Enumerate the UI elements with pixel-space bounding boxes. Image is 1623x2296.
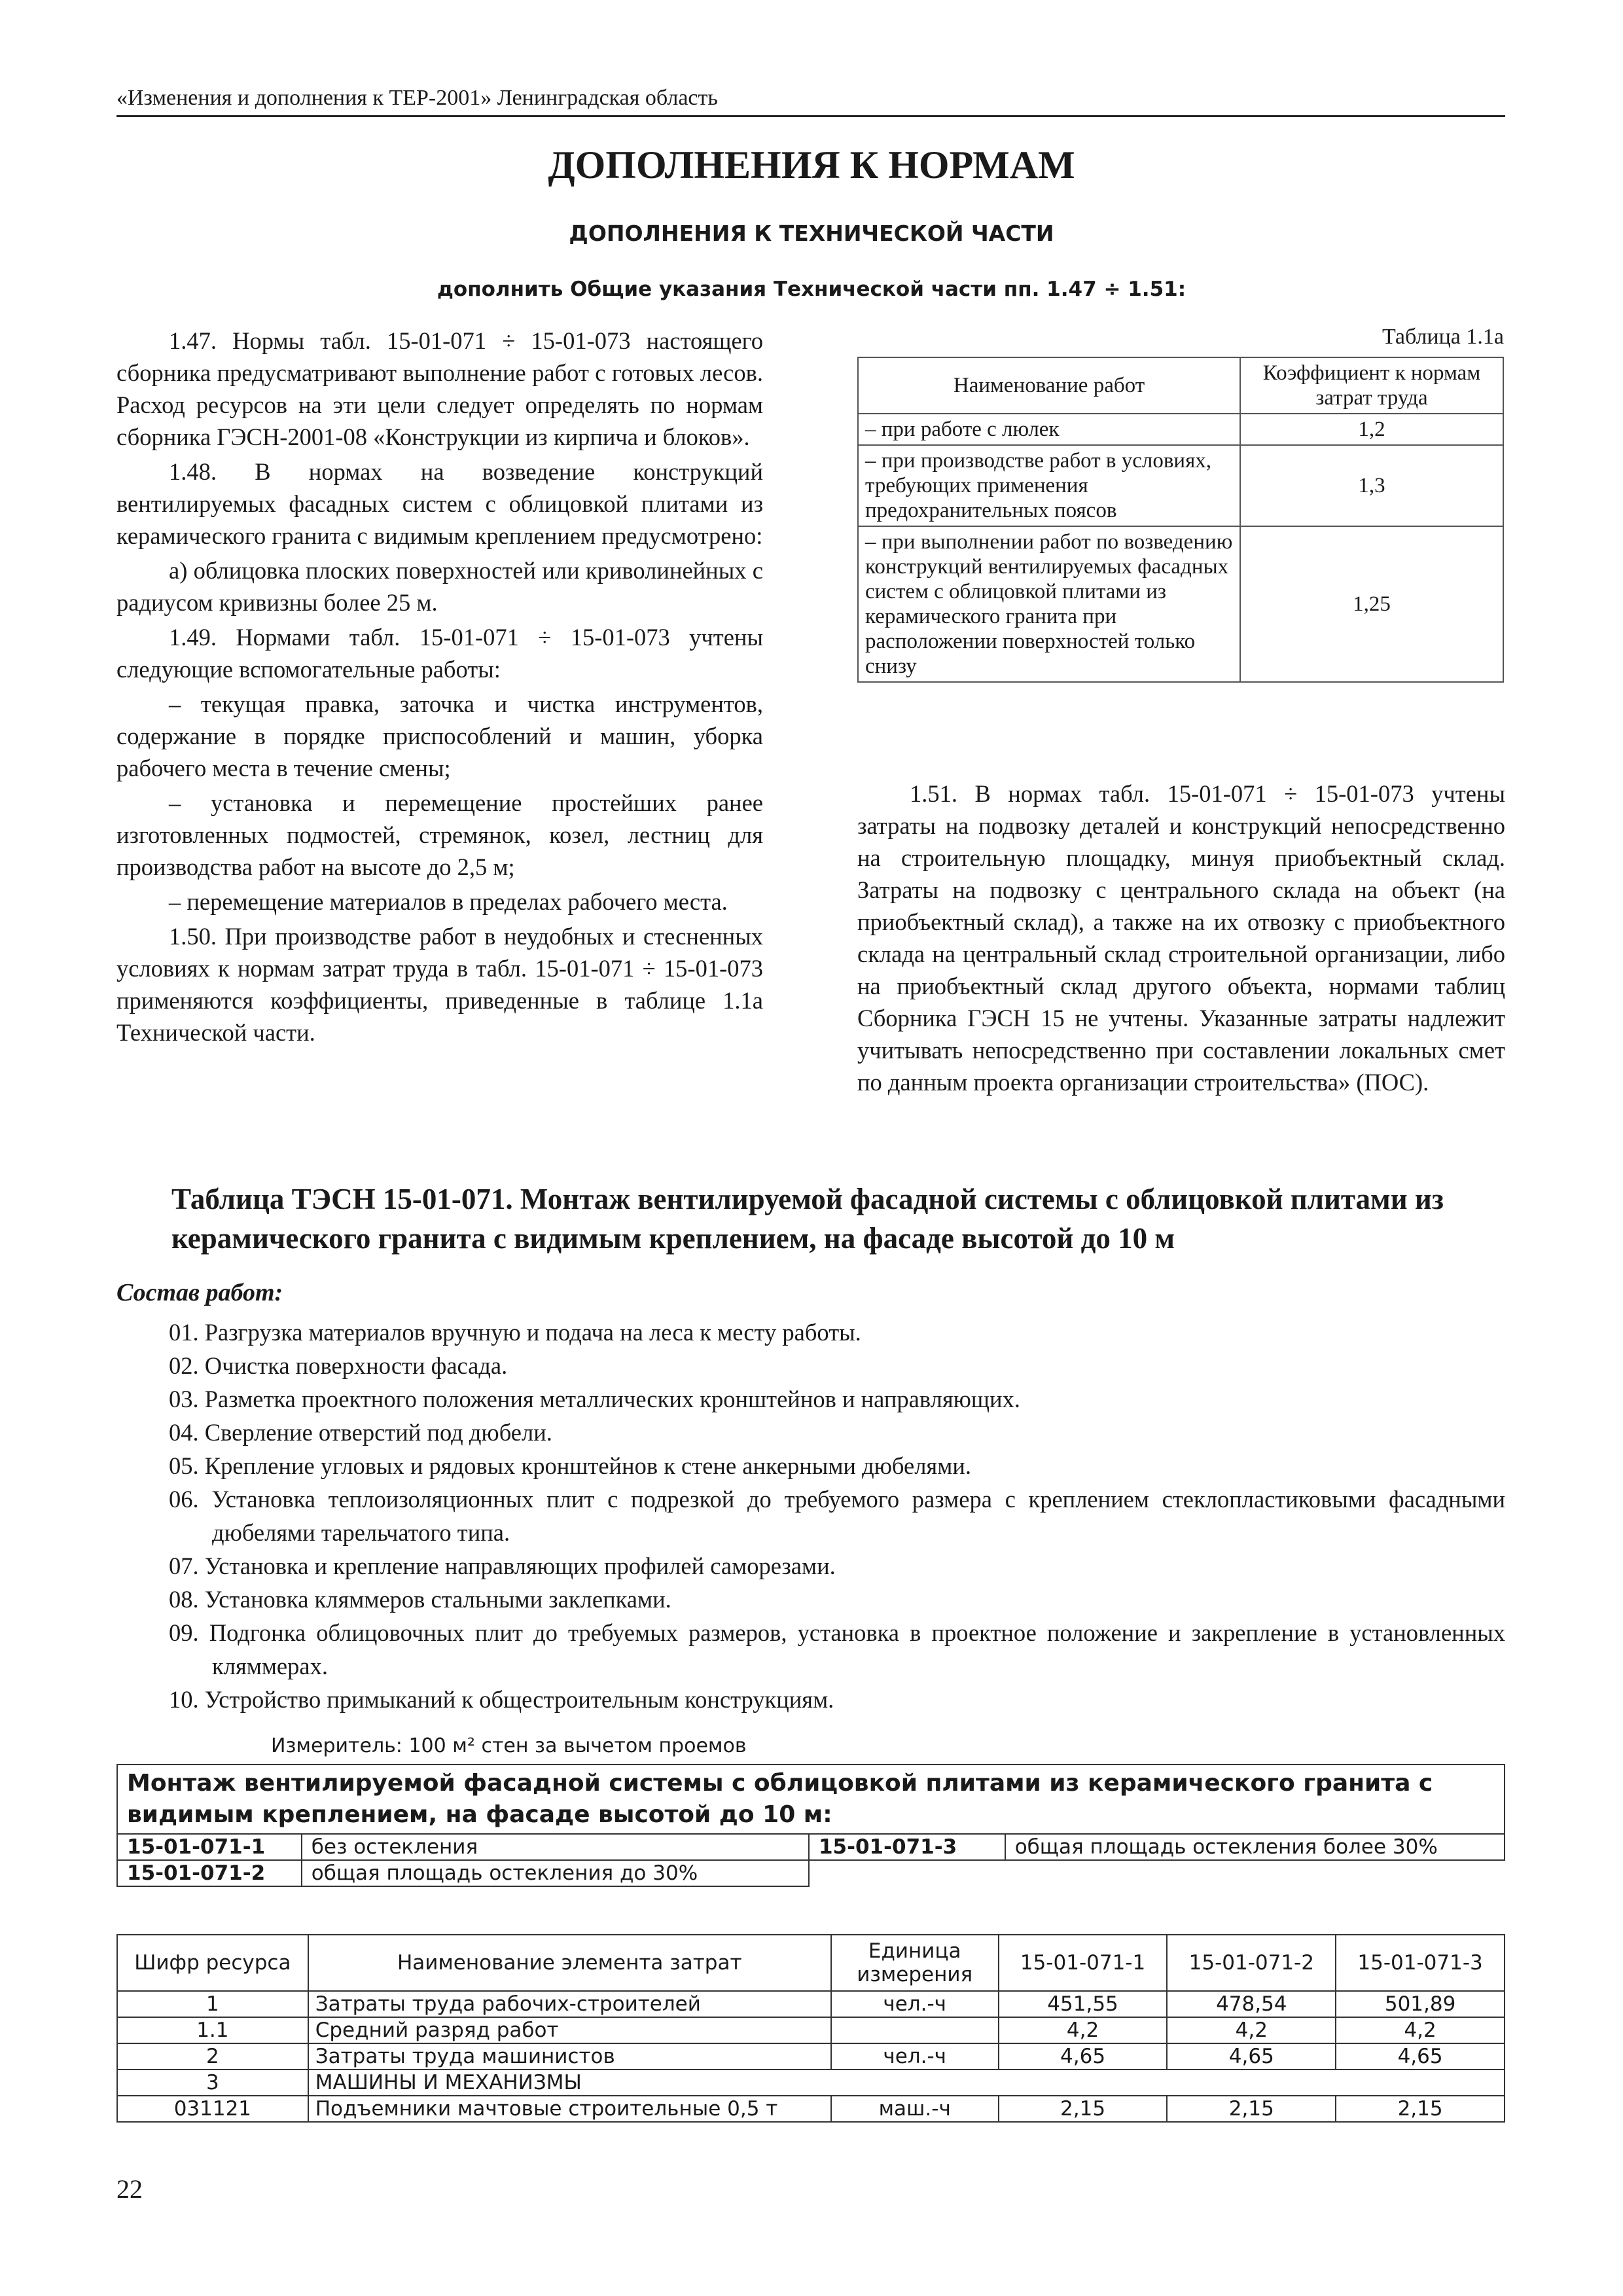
- list-item: 08. Установка кляммеров стальными заклепками.: [169, 1586, 671, 1613]
- table-row: [117, 2070, 1505, 2096]
- paragraph-1-49-item-1: – текущая правка, заточка и чистка инструментов, содержание в порядке приспособлений и машин, уборка рабочего места в течение смены;: [116, 691, 763, 781]
- table-row: [117, 1834, 1505, 1860]
- unit: чел.-ч: [831, 2043, 999, 2070]
- cost-element: Затраты труда машинистов: [308, 2043, 831, 2070]
- column-header-norm-3: 15-01-071-3: [1336, 1935, 1505, 1991]
- table-row: [117, 1860, 1505, 1886]
- works-composition-label: Состав работ:: [116, 1279, 283, 1306]
- value-norm-3: 4,65: [1336, 2043, 1505, 2070]
- paragraph-1-49-item-3: – перемещение материалов в пределах рабочего места.: [169, 888, 728, 915]
- list-item: 09. Подгонка облицовочных плит до требуемых размеров, установка в проектное положение и закрепление в установленных кляммерах.: [169, 1619, 1505, 1679]
- tesn-table-title: Таблица ТЭСН 15-01-071. Монтаж вентилируемой фасадной системы с облицовкой плитами из керамического гранита с видимым креплением, на фасаде высотой до 10 м: [171, 1183, 1444, 1255]
- list-item: 01. Разгрузка материалов вручную и подача на леса к месту работы.: [169, 1319, 861, 1346]
- table-1-1a: [857, 357, 1504, 683]
- table-header-row: [858, 357, 1503, 414]
- coefficient-value: 1,25: [1240, 526, 1503, 682]
- running-header: «Изменения и дополнения к ТЕР-2001» Ленинградская область: [116, 84, 1505, 117]
- table-header-row: [117, 1935, 1505, 1991]
- table-row: [858, 526, 1503, 682]
- paragraph-1-49-item-2: – установка и перемещение простейших ранее изготовленных подмостей, стремянок, козел, лестниц для производства работ на высоте до 2,5 м;: [116, 789, 763, 880]
- norm-code: 15-01-071-2: [117, 1860, 302, 1886]
- list-item: 06. Установка теплоизоляционных плит с подрезкой до требуемого размера с креплением стеклопластиковыми фасадными дюбелями тарельчатого типа.: [169, 1486, 1505, 1546]
- left-column-text: [116, 325, 763, 1051]
- table-row: [117, 2096, 1505, 2122]
- section-instruction: дополнить Общие указания Технической части пп. 1.47 ÷ 1.51:: [437, 278, 1186, 301]
- work-name: – при выполнении работ по возведению конструкций вентилируемых фасадных систем с облицовкой плитами из керамического гранита при расположении поверхностей только снизу: [858, 526, 1240, 682]
- list-item: 04. Сверление отверстий под дюбели.: [169, 1419, 552, 1446]
- column-header-works: Наименование работ: [858, 357, 1240, 414]
- column-header-coefficient: Коэффициент к нормам затрат труда: [1240, 357, 1503, 414]
- unit: чел.-ч: [831, 1991, 999, 2017]
- measurement-unit: Измеритель: 100 м² стен за вычетом проемов: [271, 1734, 747, 1757]
- cost-element: Подъемники мачтовые строительные 0,5 т: [308, 2096, 831, 2122]
- value-norm-2: 4,65: [1167, 2043, 1336, 2070]
- value-norm-3: 4,2: [1336, 2017, 1505, 2043]
- norm-title: Монтаж вентилируемой фасадной системы с облицовкой плитами из керамического гранита с видимым креплением, на фасаде высотой до 10 м:: [117, 1765, 1505, 1834]
- paragraph-1-47: 1.47. Нормы табл. 15-01-071 ÷ 15-01-073 настоящего сборника предусматривают выполнение работ с готовых лесов. Расход ресурсов на эти цели следует определять по нормам сборника ГЭСН-2001-08 «Конструкции из кирпича и блоков».: [116, 327, 763, 450]
- unit: маш.-ч: [831, 2096, 999, 2122]
- list-item: 07. Установка и крепление направляющих профилей саморезами.: [169, 1552, 836, 1579]
- resource-table: [116, 1934, 1505, 2123]
- cost-element: Затраты труда рабочих-строителей: [308, 1991, 831, 2017]
- list-item: 05. Крепление угловых и рядовых кронштейнов к стене анкерными дюбелями.: [169, 1452, 971, 1479]
- norm-description: общая площадь остекления более 30%: [1005, 1834, 1505, 1860]
- value-norm-2: 2,15: [1167, 2096, 1336, 2122]
- column-header-unit: Единица измерения: [831, 1935, 999, 1991]
- right-column-text: [857, 778, 1505, 1098]
- coefficient-value: 1,3: [1240, 445, 1503, 526]
- cost-element: МАШИНЫ И МЕХАНИЗМЫ: [308, 2070, 1505, 2096]
- norm-header-table: [116, 1764, 1505, 1887]
- list-item: 02. Очистка поверхности фасада.: [169, 1352, 508, 1379]
- column-header-norm-2: 15-01-071-2: [1167, 1935, 1336, 1991]
- table-1-1a-caption: Таблица 1.1а: [1382, 325, 1504, 349]
- resource-code: 3: [117, 2070, 308, 2096]
- work-name: – при производстве работ в условиях, требующих применения предохранительных поясов: [858, 445, 1240, 526]
- page-title: ДОПОЛНЕНИЯ К НОРМАМ: [548, 143, 1075, 187]
- table-row: [117, 2043, 1505, 2070]
- paragraph-1-50: 1.50. При производстве работ в неудобных и стесненных условиях к нормам затрат труда в табл. 15-01-071 ÷ 15-01-073 применяются коэффициенты, приведенные в таблице 1.1а Технической части.: [116, 923, 763, 1046]
- table-row: [858, 445, 1503, 526]
- value-norm-1: 451,55: [999, 1991, 1168, 2017]
- table-row: [858, 414, 1503, 445]
- resource-code: 2: [117, 2043, 308, 2070]
- norm-description: без остекления: [302, 1834, 809, 1860]
- paragraph-1-51: 1.51. В нормах табл. 15-01-071 ÷ 15-01-073 учтены затраты на подвозку деталей и конструкций непосредственно на строительную площадку, минуя приобъектный склад. Затраты на подвозку с центрального склада на объект (на приобъектный склад), а также на их отвозку с приобъектного склада на центральный склад строительной организации, либо на приобъектный склад другого объекта, нормами таблиц Сборника ГЭСН 15 не учтены. Указанные затраты надлежит учитывать непосредственно при составлении локальных смет по данным проекта организации строительства» (ПОС).: [857, 780, 1505, 1096]
- table-row: [117, 1991, 1505, 2017]
- cost-element: Средний разряд работ: [308, 2017, 831, 2043]
- empty-cell: [809, 1860, 1505, 1886]
- column-header-cost-element: Наименование элемента затрат: [308, 1935, 831, 1991]
- norm-code: 15-01-071-3: [809, 1834, 1005, 1860]
- value-norm-1: 4,2: [999, 2017, 1168, 2043]
- works-list: [169, 1316, 1505, 1716]
- value-norm-1: 2,15: [999, 2096, 1168, 2122]
- value-norm-2: 4,2: [1167, 2017, 1336, 2043]
- norm-code: 15-01-071-1: [117, 1834, 302, 1860]
- page-number: 22: [116, 2174, 143, 2204]
- table-row: [117, 2017, 1505, 2043]
- value-norm-3: 501,89: [1336, 1991, 1505, 2017]
- table-row: [117, 1765, 1505, 1834]
- resource-code: 1: [117, 1991, 308, 2017]
- resource-code: 031121: [117, 2096, 308, 2122]
- resource-code: 1.1: [117, 2017, 308, 2043]
- value-norm-2: 478,54: [1167, 1991, 1336, 2017]
- list-item: 10. Устройство примыканий к общестроительным конструкциям.: [169, 1686, 834, 1713]
- value-norm-3: 2,15: [1336, 2096, 1505, 2122]
- section-subtitle: ДОПОЛНЕНИЯ К ТЕХНИЧЕСКОЙ ЧАСТИ: [569, 221, 1054, 246]
- paragraph-1-49: 1.49. Нормами табл. 15-01-071 ÷ 15-01-073 учтены следующие вспомогательные работы:: [116, 624, 763, 683]
- coefficient-value: 1,2: [1240, 414, 1503, 445]
- unit: [831, 2017, 999, 2043]
- paragraph-1-48-a: а) облицовка плоских поверхностей или криволинейных с радиусом кривизны более 25 м.: [116, 557, 763, 616]
- column-header-norm-1: 15-01-071-1: [999, 1935, 1168, 1991]
- norm-description: общая площадь остекления до 30%: [302, 1860, 809, 1886]
- work-name: – при работе с люлек: [858, 414, 1240, 445]
- value-norm-1: 4,65: [999, 2043, 1168, 2070]
- column-header-resource-code: Шифр ресурса: [117, 1935, 308, 1991]
- paragraph-1-48: 1.48. В нормах на возведение конструкций вентилируемых фасадных систем с облицовкой плитами из керамического гранита с видимым креплением предусмотрено:: [116, 458, 763, 549]
- list-item: 03. Разметка проектного положения металлических кронштейнов и направляющих.: [169, 1386, 1020, 1412]
